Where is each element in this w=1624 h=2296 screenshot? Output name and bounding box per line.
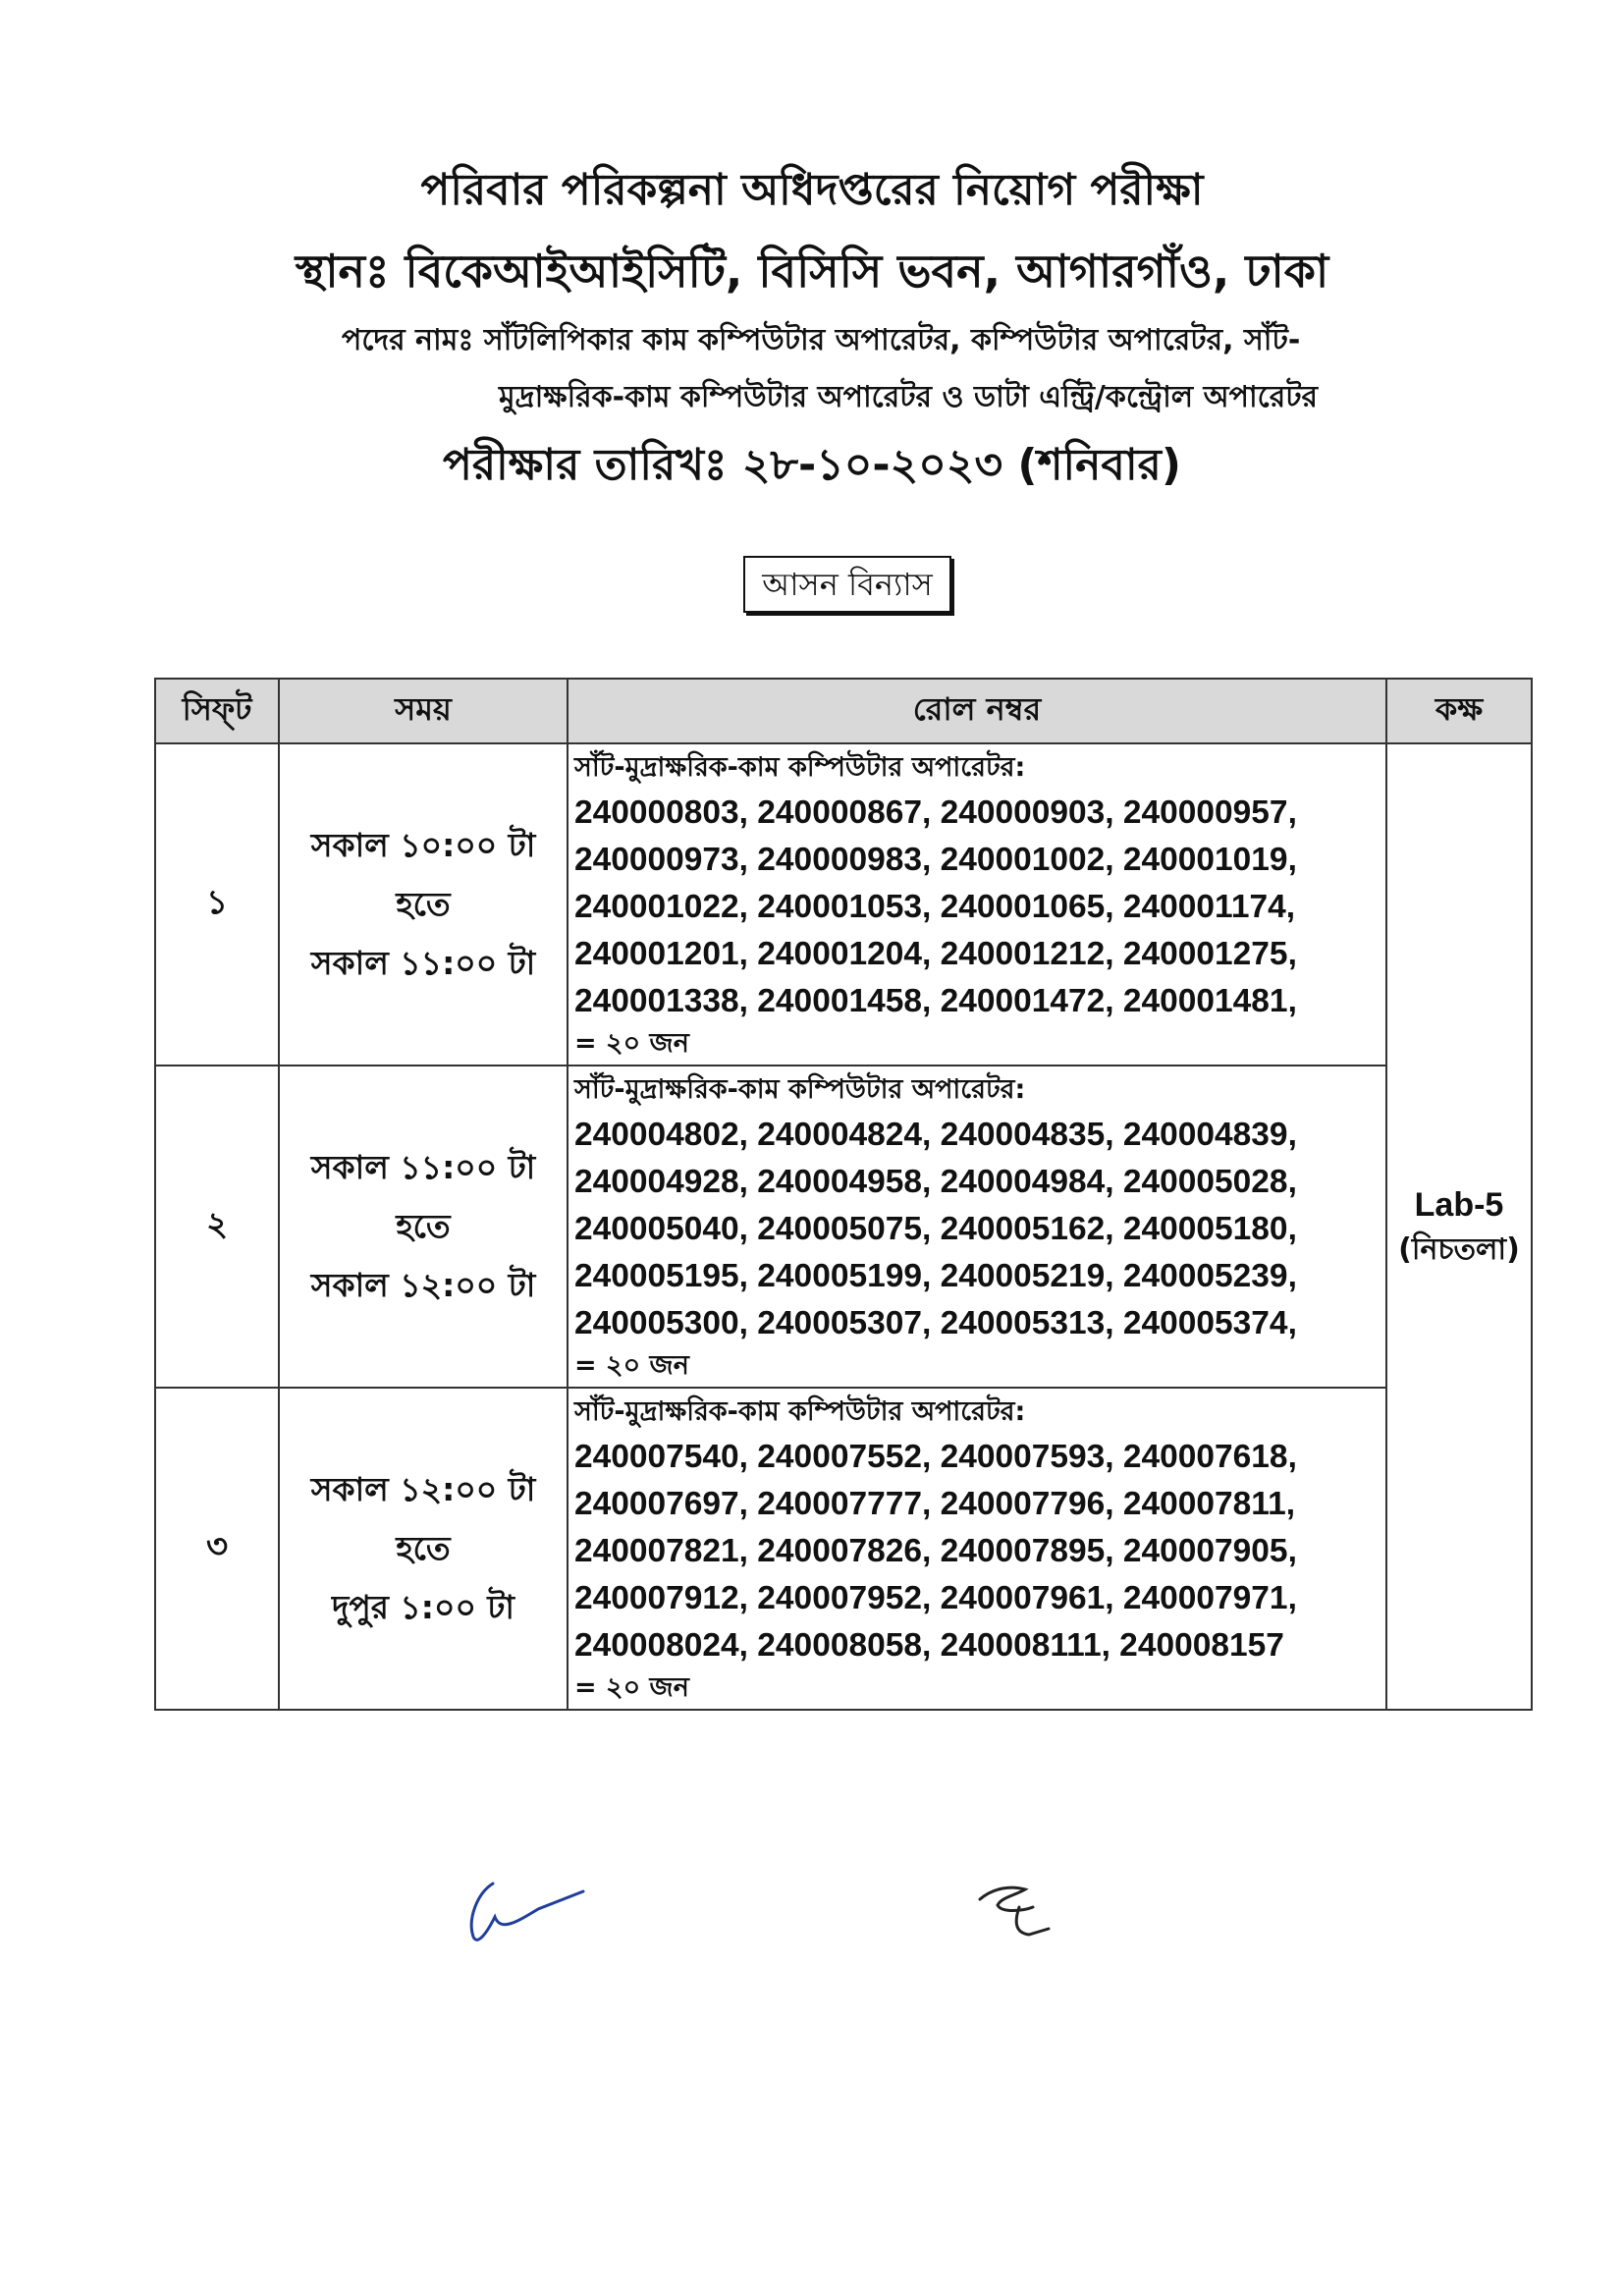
signature-left <box>460 1874 607 1952</box>
roll-numbers <box>568 1066 1386 1388</box>
time-end: দুপুর ১:০০ টা <box>332 1588 514 1626</box>
column-header-time: সময় <box>279 679 568 743</box>
time-end: সকাল ১১:০০ টা <box>310 944 536 982</box>
roll-line: 240000803, 240000867, 240000903, 240000957, <box>574 794 1297 831</box>
exam-title: পরিবার পরিকল্পনা অধিদপ্তরের নিয়োগ পরীক্ষা <box>420 165 1204 215</box>
roll-line: 240000973, 240000983, 240001002, 240001019, <box>574 842 1297 878</box>
shift-time <box>279 743 568 1066</box>
roll-line: 240001338, 240001458, 240001472, 240001481, <box>574 983 1297 1019</box>
roll-line: 240005195, 240005199, 240005219, 240005239, <box>574 1258 1297 1294</box>
roll-line: 240004928, 240004958, 240004984, 240005028, <box>574 1164 1297 1200</box>
roll-line: 240005040, 240005075, 240005162, 240005180, <box>574 1211 1297 1247</box>
time-separator: হতে <box>396 1529 451 1567</box>
candidate-count: = ২০ জন <box>574 1672 689 1703</box>
candidate-count: = ২০ জন <box>574 1028 689 1059</box>
table-row <box>155 1066 1532 1388</box>
shift-number: ৩ <box>155 1388 279 1710</box>
time-end: সকাল ১২:০০ টা <box>310 1266 536 1304</box>
time-separator: হতে <box>396 1207 451 1245</box>
room-code: Lab-5 <box>1414 1186 1504 1224</box>
post-name: সাঁট-মুদ্রাক্ষরিক-কাম কম্পিউটার অপারেটর: <box>574 752 1026 783</box>
roll-list <box>574 790 1381 1025</box>
seat-allocation-table <box>154 678 1533 1711</box>
time-separator: হতে <box>396 885 451 923</box>
roll-line: 240008024, 240008058, 240008111, 240008157 <box>574 1627 1284 1664</box>
column-header-room: কক্ষ <box>1386 679 1532 743</box>
time-start: সকাল ১১:০০ টা <box>310 1148 536 1186</box>
exam-date: পরীক্ষার তারিখঃ ২৮-১০-২০২৩ (শনিবার) <box>443 440 1181 490</box>
roll-list <box>574 1434 1381 1669</box>
shift-time <box>279 1066 568 1388</box>
time-start: সকাল ১২:০০ টা <box>310 1470 536 1508</box>
table-row <box>155 1388 1532 1710</box>
roll-line: 240005300, 240005307, 240005313, 240005374, <box>574 1305 1297 1341</box>
seat-plan-label: আসন বিন্যাস <box>743 556 951 613</box>
table-header-row <box>155 679 1532 743</box>
roll-line: 240007540, 240007552, 240007593, 240007618, <box>574 1439 1297 1475</box>
post-name: সাঁট-মুদ্রাক্ষরিক-কাম কম্পিউটার অপারেটর: <box>574 1074 1026 1105</box>
table-row <box>155 743 1532 1066</box>
post-names-line-1: পদের নামঃ সাঁটলিপিকার কাম কম্পিউটার অপারেটর, কম্পিউটার অপারেটর, সাঁট- <box>342 323 1301 357</box>
roll-line: 240001022, 240001053, 240001065, 240001174, <box>574 889 1296 925</box>
shift-time <box>279 1388 568 1710</box>
roll-list <box>574 1112 1381 1347</box>
column-header-roll: রোল নম্বর <box>568 679 1386 743</box>
exam-venue: স্থানঃ বিকেআইআইসিটি, বিসিসি ভবন, আগারগাঁও, ঢাকা <box>295 245 1329 298</box>
candidate-count: = ২০ জন <box>574 1350 689 1381</box>
roll-numbers <box>568 743 1386 1066</box>
post-names-line-2: মুদ্রাক্ষরিক-কাম কম্পিউটার অপারেটর ও ডাটা এন্ট্রি/কন্ট্রোল অপারেটর <box>499 380 1319 414</box>
shift-number: ১ <box>155 743 279 1066</box>
roll-line: 240004802, 240004824, 240004835, 240004839, <box>574 1117 1297 1153</box>
column-header-shift: সিফ্‌ট <box>155 679 279 743</box>
room-floor: (নিচতলা) <box>1398 1232 1520 1267</box>
time-start: সকাল ১০:০০ টা <box>310 826 536 864</box>
room-cell <box>1386 743 1532 1710</box>
roll-line: 240007697, 240007777, 240007796, 240007811, <box>574 1486 1296 1522</box>
roll-numbers <box>568 1388 1386 1710</box>
post-name: সাঁট-মুদ্রাক্ষরিক-কাম কম্পিউটার অপারেটর: <box>574 1396 1026 1427</box>
roll-line: 240001201, 240001204, 240001212, 240001275, <box>574 936 1297 972</box>
roll-line: 240007912, 240007952, 240007961, 240007971, <box>574 1580 1297 1616</box>
roll-line: 240007821, 240007826, 240007895, 240007905, <box>574 1533 1297 1569</box>
shift-number: ২ <box>155 1066 279 1388</box>
signature-right <box>972 1878 1070 1946</box>
